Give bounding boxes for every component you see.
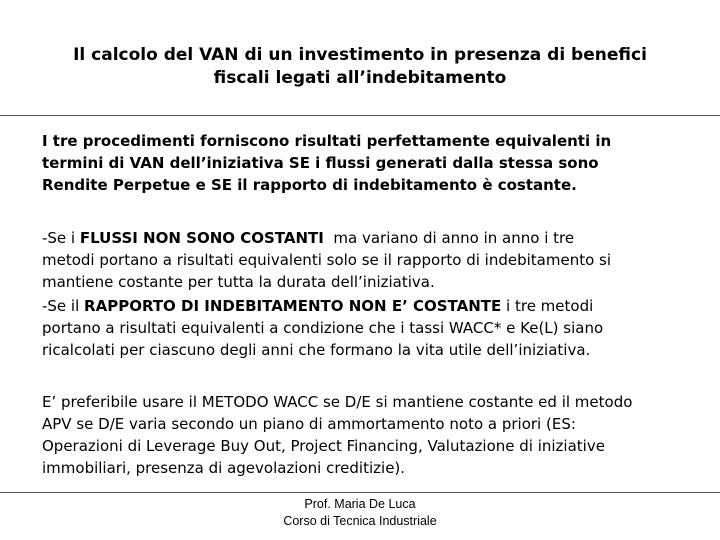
intro-paragraph [42,130,712,196]
intro-line-1: I tre procedimenti forniscono risultati perfettamente equivalenti in [42,132,612,150]
paragraph-preferibile-line-3: Operazioni di Leverage Buy Out, Project Financing, Valutazione di iniziative [42,437,605,455]
paragraph-preferibile [42,391,712,479]
footer-course: Corso di Tecnica Industriale [283,514,437,528]
paragraph-flussi-prefix: -Se i [42,229,80,247]
paragraph-flussi-bold: FLUSSI NON SONO COSTANTI [79,229,324,247]
paragraph-rapporto-line-2: portano a risultati equivalenti a condizione che i tassi WACC* e Ke(L) siano [42,319,604,337]
paragraph-flussi-line-3: mantiene costante per tutta la durata dell’iniziativa. [42,273,435,291]
slide-title [20,44,700,90]
intro-line-3: Rendite Perpetue e SE il rapporto di indebitamento è costante. [42,176,577,194]
paragraph-rapporto [42,295,712,361]
footer [0,496,720,530]
slide-title-line-1: Il calcolo del VAN di un investimento in presenza di benefici [73,45,647,65]
paragraph-flussi-line-2: metodi portano a risultati equivalenti solo se il rapporto di indebitamento si [42,251,612,269]
footer-author: Prof. Maria De Luca [304,497,416,511]
paragraph-rapporto-bold: RAPPORTO DI INDEBITAMENTO NON E’ COSTANTE [84,297,502,315]
paragraph-flussi-rest: ma variano di anno in anno i tre [323,229,575,247]
paragraph-flussi-line-1 [42,227,712,249]
top-divider [0,115,720,116]
slide-title-line-2: fiscali legati all’indebitamento [213,68,507,88]
paragraph-rapporto-prefix: -Se il [42,297,85,315]
paragraph-rapporto-line-3: ricalcolati per ciascuno degli anni che formano la vita utile dell’iniziativa. [42,341,591,359]
paragraph-rapporto-line-1 [42,295,712,317]
paragraph-preferibile-line-2: APV se D/E varia secondo un piano di ammortamento noto a priori (ES: [42,415,576,433]
paragraph-preferibile-line-4: immobiliari, presenza di agevolazioni creditizie). [42,459,406,477]
paragraph-rapporto-rest: i tre metodi [501,297,594,315]
bottom-divider [0,492,720,493]
paragraph-preferibile-line-1: E’ preferibile usare il METODO WACC se D/E si mantiene costante ed il metodo [42,393,633,411]
intro-line-2: termini di VAN dell’iniziativa SE i flussi generati dalla stessa sono [42,154,599,172]
paragraph-flussi [42,227,712,293]
